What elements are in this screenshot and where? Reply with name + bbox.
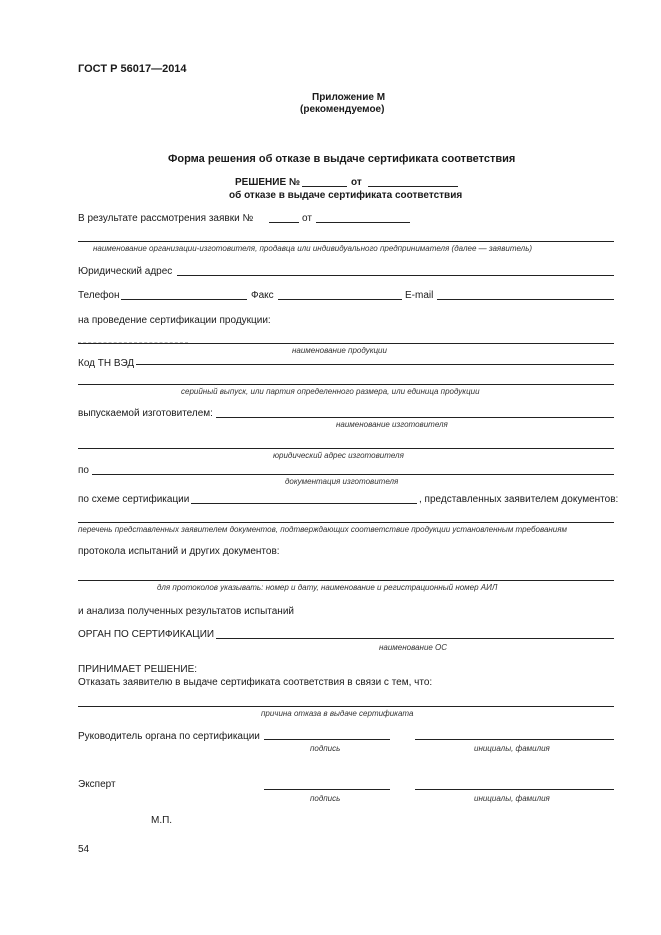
appendix-subtitle: (рекомендуемое) — [300, 104, 385, 115]
product-line[interactable] — [78, 343, 614, 344]
reason-line[interactable] — [78, 706, 614, 707]
cert-body-caption: наименование ОС — [379, 643, 448, 652]
decides-label: ПРИНИМАЕТ РЕШЕНИЕ: — [78, 664, 198, 675]
legal-address-line[interactable] — [177, 275, 614, 276]
docs-line[interactable] — [78, 522, 614, 523]
manufacturer-address-caption: юридический адрес изготовителя — [273, 451, 404, 460]
decision-number-line[interactable] — [302, 186, 347, 187]
head-label: Руководитель органа по сертификации — [78, 731, 260, 742]
stamp-label: М.П. — [151, 815, 173, 826]
by-label: по — [78, 465, 89, 476]
test-protocol-label: протокола испытаний и других документов: — [78, 546, 280, 557]
expert-signature-line[interactable] — [264, 789, 390, 790]
series-line[interactable] — [78, 384, 614, 385]
appendix-title: Приложение М — [312, 92, 386, 103]
cert-body-line[interactable] — [216, 638, 614, 639]
decision-label: РЕШЕНИЕ № — [235, 177, 301, 188]
analysis-label: и анализа полученных результатов испытаний — [78, 606, 294, 617]
phone-label: Телефон — [78, 290, 120, 301]
applicant-caption: наименование организации-изготовителя, продавца или индивидуального предпринимателя (далее — заявитель) — [93, 244, 533, 253]
product-line-faint — [78, 342, 188, 343]
tn-ved-line[interactable] — [136, 364, 614, 365]
protocol-line[interactable] — [78, 580, 614, 581]
email-label: E-mail — [405, 290, 434, 301]
cert-body-label: ОРГАН ПО СЕРТИФИКАЦИИ — [78, 629, 215, 640]
decision-subtitle: об отказе в выдаче сертификата соответствия — [229, 190, 463, 201]
tn-ved-label: Код ТН ВЭД — [78, 358, 135, 369]
expert-name-line[interactable] — [415, 789, 614, 790]
standard-number: ГОСТ Р 56017—2014 — [78, 63, 187, 75]
decision-date-line[interactable] — [368, 186, 458, 187]
docs-caption: перечень представленных заявителем документов, подтверждающих соответствие продукции установленным требованиям — [78, 525, 567, 534]
refuse-label: Отказать заявителю в выдаче сертификата соответствия в связи с тем, что: — [78, 677, 433, 688]
applicant-line[interactable] — [78, 241, 614, 242]
protocol-caption: для протоколов указывать: номер и дату, наименование и регистрационный номер АИЛ — [157, 583, 498, 592]
email-line[interactable] — [437, 299, 614, 300]
expert-name-caption: инициалы, фамилия — [474, 794, 550, 803]
manufactured-by-label: выпускаемой изготовителем: — [78, 408, 213, 419]
manufacturer-line[interactable] — [216, 417, 614, 418]
head-signature-caption: подпись — [310, 744, 341, 753]
by-scheme-label: по схеме сертификации — [78, 494, 190, 505]
expert-signature-caption: подпись — [310, 794, 341, 803]
manufacturer-caption: наименование изготовителя — [336, 420, 448, 429]
decision-from-label: от — [351, 177, 362, 188]
legal-address-label: Юридический адрес — [78, 266, 173, 277]
manufacturer-address-line[interactable] — [78, 448, 614, 449]
scheme-line[interactable] — [191, 503, 417, 504]
head-name-caption: инициалы, фамилия — [474, 744, 550, 753]
series-caption: серийный выпуск, или партия определенного размера, или единица продукции — [181, 387, 480, 396]
fax-label: Факс — [251, 290, 274, 301]
phone-line[interactable] — [121, 299, 247, 300]
fax-line[interactable] — [278, 299, 402, 300]
product-caption: наименование продукции — [292, 346, 387, 355]
manufacturer-docs-caption: документация изготовителя — [285, 477, 399, 486]
reason-caption: причина отказа в выдаче сертификата — [261, 709, 414, 718]
page-number: 54 — [78, 844, 90, 855]
certification-of-label: на проведение сертификации продукции: — [78, 315, 271, 326]
form-title: Форма решения об отказе в выдаче сертификата соответствия — [168, 153, 516, 165]
application-number-line[interactable] — [269, 222, 299, 223]
application-from-label: от — [302, 213, 312, 224]
submitted-docs-label: , представленных заявителем документов: — [419, 494, 619, 505]
head-signature-line[interactable] — [264, 739, 390, 740]
expert-label: Эксперт — [78, 779, 116, 790]
head-name-line[interactable] — [415, 739, 614, 740]
application-date-line[interactable] — [316, 222, 410, 223]
manufacturer-docs-line[interactable] — [92, 474, 614, 475]
application-result-label: В результате рассмотрения заявки № — [78, 213, 254, 224]
